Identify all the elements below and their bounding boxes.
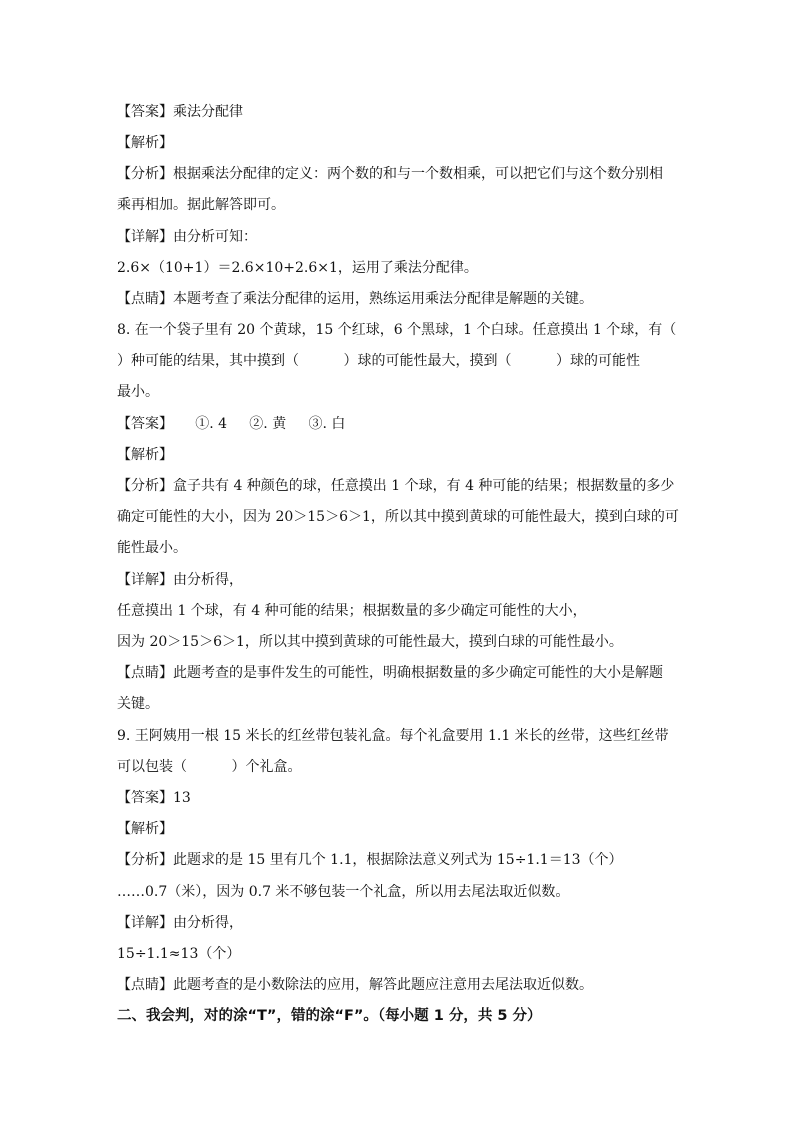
analysis-text-line: 【分析】盒子共有 4 种颜色的球，任意摸出 1 个球，有 4 种可能的结果；根据数量的多少 <box>117 478 675 494</box>
comment-line: 【点睛】此题考查的是小数除法的应用，解答此题应注意用去尾法取近似数。 <box>117 977 593 993</box>
detail-line: 任意摸出 1 个球，有 4 种可能的结果；根据数量的多少确定可能性的大小， <box>117 603 587 619</box>
analysis-header: 【解析】 <box>117 135 173 151</box>
question-8-line: 8. 在一个袋子里有 20 个黄球，15 个红球，6 个黑球，1 个白球。任意摸出 1 个球，有（ <box>117 322 677 338</box>
analysis-text-line: ……0.7（米），因为 0.7 米不够包装一个礼盒，所以用去尾法取近似数。 <box>117 884 570 900</box>
analysis-header: 【解析】 <box>117 447 173 463</box>
detail-line: 因为 20＞15＞6＞1，所以其中摸到黄球的可能性最大，摸到白球的可能性最小。 <box>117 634 623 650</box>
answer-line: 【答案】13 <box>117 790 191 806</box>
detail-line: 【详解】由分析得， <box>117 915 243 931</box>
analysis-header: 【解析】 <box>117 821 173 837</box>
answer-line: 【答案】 ①. 4 ②. 黄 ③. 白 <box>117 416 346 432</box>
comment-line: 关键。 <box>117 696 159 712</box>
section-heading: 二、我会判，对的涂“T”，错的涂“F”。（每小题 1 分，共 5 分） <box>117 1008 542 1024</box>
comment-line: 【点睛】本题考查了乘法分配律的运用，熟练运用乘法分配律是解题的关键。 <box>117 291 593 307</box>
analysis-text-line: 【分析】根据乘法分配律的定义：两个数的和与一个数相乘，可以把它们与这个数分别相 <box>117 166 663 182</box>
answer-line: 【答案】乘法分配律 <box>117 104 243 120</box>
question-8-line: 最小。 <box>117 384 159 400</box>
analysis-text-line: 确定可能性的大小，因为 20＞15＞6＞1，所以其中摸到黄球的可能性最大，摸到白球的可 <box>117 509 679 525</box>
analysis-text-line: 【分析】此题求的是 15 里有几个 1.1，根据除法意义列式为 15÷1.1＝13（个） <box>117 852 623 868</box>
detail-line: 【详解】由分析得， <box>117 572 243 588</box>
question-9-line: 可以包装（ ）个礼盒。 <box>117 759 302 775</box>
detail-line: 2.6×（10+1）＝2.6×10+2.6×1，运用了乘法分配律。 <box>117 260 478 276</box>
detail-line: 【详解】由分析可知： <box>117 229 257 245</box>
comment-line: 【点睛】此题考查的是事件发生的可能性，明确根据数量的多少确定可能性的大小是解题 <box>117 665 663 681</box>
question-8-line: ）种可能的结果，其中摸到（ ）球的可能性最大，摸到（ ）球的可能性 <box>117 353 641 369</box>
question-9-line: 9. 王阿姨用一根 15 米长的红丝带包装礼盒。每个礼盒要用 1.1 米长的丝带，这些红丝带 <box>117 728 669 744</box>
detail-line: 15÷1.1≈13（个） <box>117 946 241 962</box>
analysis-text-line: 能性最小。 <box>117 540 187 556</box>
analysis-text-line: 乘再相加。据此解答即可。 <box>117 197 285 213</box>
